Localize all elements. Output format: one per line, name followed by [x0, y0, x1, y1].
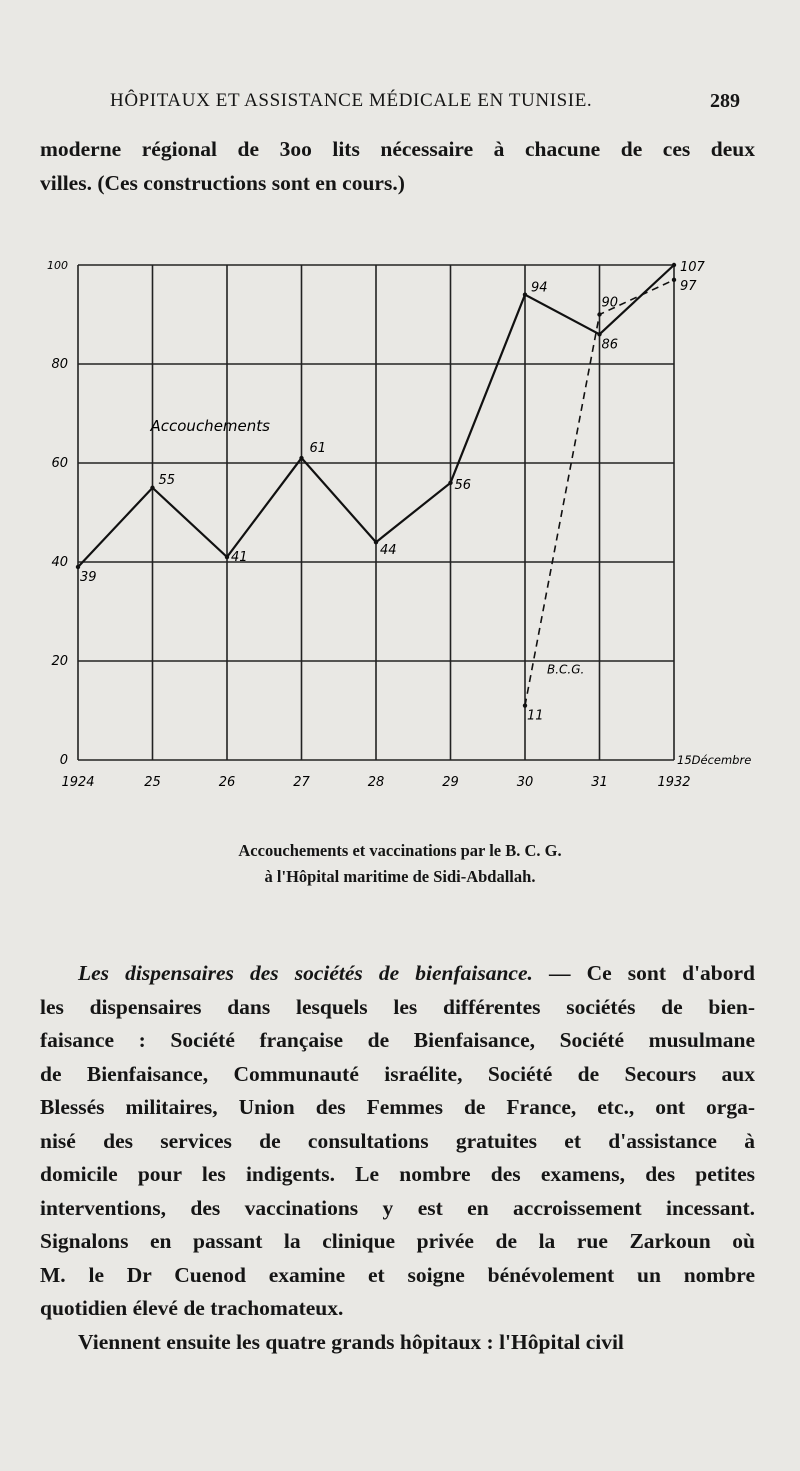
data-label: 107: [680, 260, 705, 275]
x-end-label: 15Décembre: [677, 753, 752, 767]
data-point-bcg: [597, 312, 601, 316]
text-line: interventions, des vaccinations y est en accroissement incessant.: [40, 1195, 755, 1220]
text-line: de Bienfaisance, Communauté israélite, Société de Secours aux: [40, 1061, 755, 1086]
text-line: M. le Dr Cuenod examine et soigne bénévolement un nombre: [40, 1262, 755, 1287]
text-line: moderne régional de 3oo lits nécessaire à chacune de ces deux: [40, 137, 755, 161]
text-line: les dispensaires dans lesquels les différentes sociétés de bien-: [40, 994, 755, 1019]
y-tick-label: 100: [47, 259, 68, 272]
data-point-bcg: [672, 278, 676, 282]
x-tick-label: 31: [591, 775, 608, 790]
data-point-accouchements: [374, 540, 378, 544]
x-tick-label: 28: [367, 775, 385, 790]
data-label: 55: [158, 472, 176, 488]
text-line: Viennent ensuite les quatre grands hôpitaux : l'Hôpital civil: [78, 1329, 624, 1354]
y-tick-label: 20: [51, 654, 68, 669]
data-label: 39: [80, 569, 97, 585]
data-label: 94: [531, 280, 548, 296]
series-name-bcg: B.C.G.: [547, 662, 585, 677]
caption-line-2: à l'Hôpital maritime de Sidi-Abdallah.: [264, 867, 536, 886]
caption-line-1: Accouchements et vaccinations par le B. C. G.: [238, 841, 562, 860]
data-point-accouchements: [76, 565, 80, 569]
data-point-accouchements: [448, 481, 452, 485]
text-line: Signalons en passant la clinique privée de la rue Zarkoun où: [40, 1229, 755, 1253]
chart-svg: [40, 245, 770, 805]
data-label: 61: [309, 441, 327, 457]
y-tick-label: 0: [59, 753, 68, 768]
x-tick-label: 26: [218, 775, 236, 790]
text-line: faisance : Société française de Bienfaisance, Société musulmane: [40, 1028, 755, 1052]
data-point-bcg: [523, 703, 527, 707]
x-tick-label: 30: [516, 775, 534, 790]
data-point-accouchements: [597, 332, 601, 336]
section-lead-rest: — Ce sont d'abord: [532, 961, 755, 985]
figure-caption: [0, 838, 800, 890]
section-lead: Les dispensaires des sociétés de bienfaisance.: [78, 961, 533, 985]
running-title: HÔPITAUX ET ASSISTANCE MÉDICALE EN TUNISIE.: [110, 90, 593, 111]
text-line: quotidien élevé de trachomateux.: [40, 1296, 344, 1320]
data-label: 56: [454, 477, 472, 493]
body-paragraph: [40, 957, 755, 1359]
data-point-accouchements: [672, 263, 676, 267]
data-point-accouchements: [523, 293, 527, 297]
series-name-accouchements: Accouchements: [150, 416, 270, 435]
page-number: 289: [710, 90, 740, 112]
x-tick-label: 25: [144, 775, 161, 790]
data-label: 86: [601, 337, 619, 353]
data-label: 90: [601, 295, 619, 311]
text-line: villes. (Ces constructions sont en cours.): [40, 170, 405, 195]
chart: [40, 245, 770, 805]
text-line: domicile pour les indigents. Le nombre des examens, des petites: [40, 1162, 755, 1186]
data-point-accouchements: [299, 456, 303, 460]
data-point-accouchements: [225, 555, 229, 559]
text-line: Blessés militaires, Union des Femmes de France, etc., ont orga-: [40, 1095, 755, 1119]
intro-paragraph: [40, 133, 755, 200]
y-tick-label: 40: [51, 555, 68, 570]
running-head: [80, 90, 740, 120]
data-label: 44: [380, 543, 397, 559]
x-tick-label: 27: [293, 775, 310, 790]
data-label: 41: [231, 550, 248, 566]
x-tick-label: 1932: [657, 775, 691, 790]
x-tick-label: 29: [442, 775, 459, 790]
data-label: 11: [527, 708, 544, 724]
data-point-accouchements: [150, 486, 154, 490]
x-tick-label: 1924: [61, 775, 95, 790]
text-line: [40, 957, 755, 991]
y-tick-label: 60: [51, 456, 68, 471]
data-label: 97: [680, 278, 697, 294]
text-line: nisé des services de consultations gratuites et d'assistance à: [40, 1128, 755, 1153]
y-tick-label: 80: [51, 357, 68, 372]
